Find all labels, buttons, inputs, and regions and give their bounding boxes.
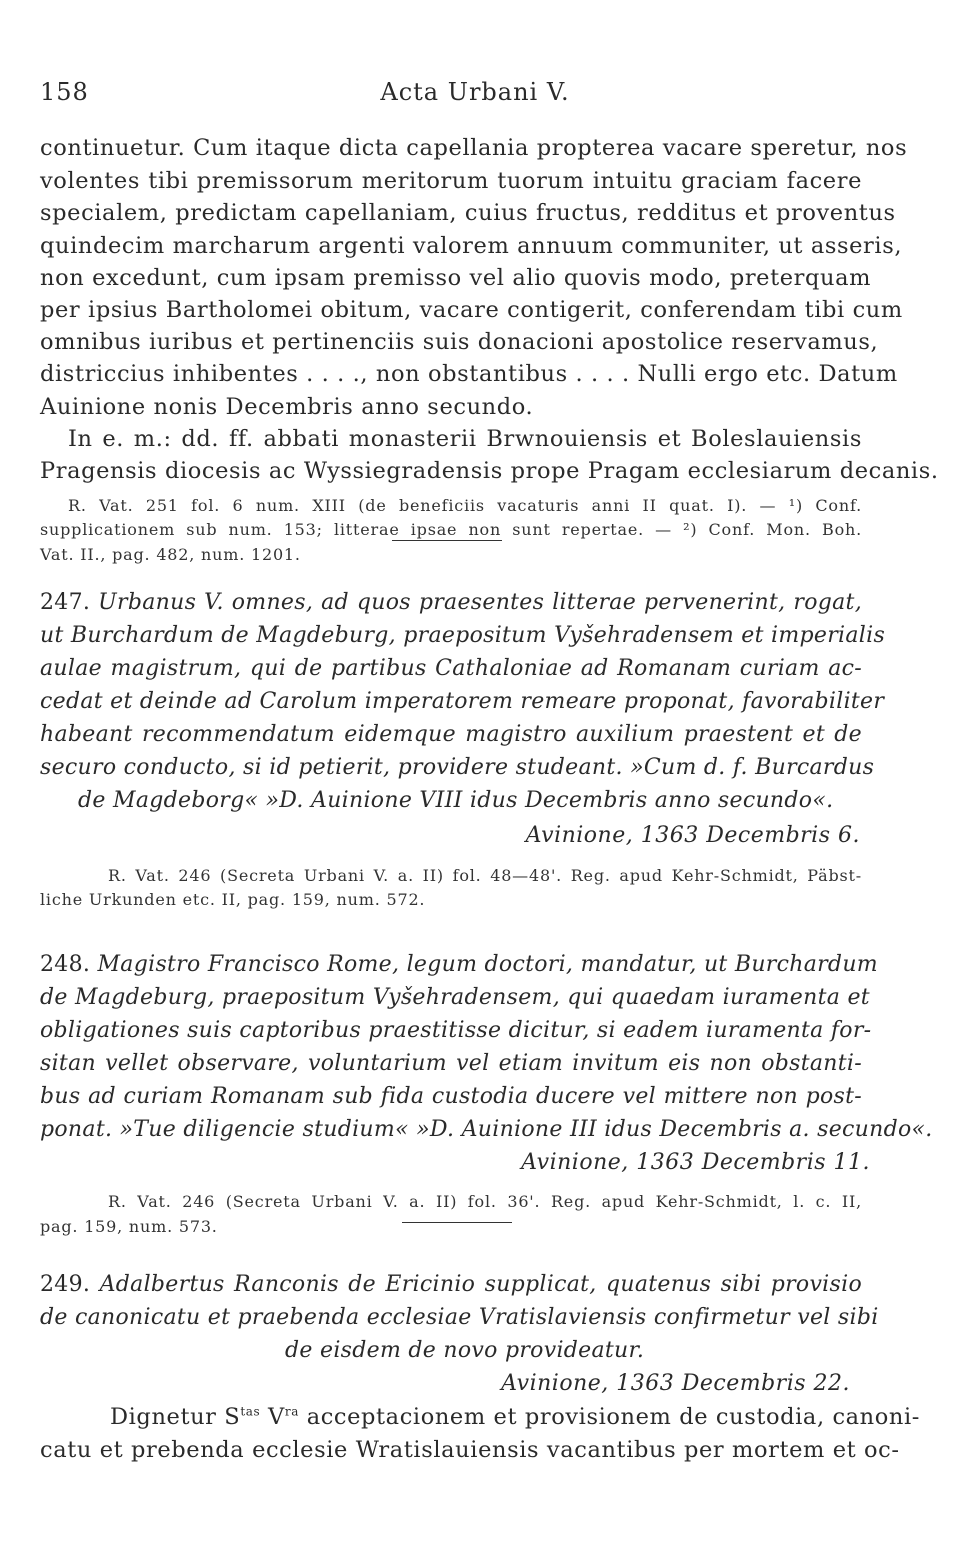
- footnote-line: pag. 159, num. 573.: [40, 1217, 218, 1236]
- regest-line: ponat. »Tue diligencie studium« »D. Auinione III idus Decembris a. secundo«.: [40, 1117, 933, 1142]
- regest-line: de eisdem de novo provideatur.: [285, 1338, 645, 1363]
- regest-line: [40, 952, 878, 977]
- text-segment: Dignetur S: [110, 1404, 241, 1430]
- date-value: 1363 Decembris 11.: [636, 1150, 870, 1175]
- footnote-line: supplicationem sub num. 153; litterae ipsae non sunt repertae. — ²) Conf. Mon. Boh.: [40, 520, 862, 539]
- text-line: Pragensis diocesis ac Wyssiegradensis prope Pragam ecclesiarum decanis.: [40, 458, 939, 484]
- date-line: [526, 823, 860, 848]
- text-line: omnibus iuribus et pertinenciis suis donacioni apostolice reservamus,: [40, 329, 879, 355]
- text-line: continuetur. Cum itaque dicta capellania propterea vacare speretur, nos: [40, 135, 908, 161]
- entry-number: 247.: [40, 590, 91, 615]
- running-head: Acta Urbani V.: [380, 78, 570, 106]
- footnote-line: liche Urkunden etc. II, pag. 159, num. 572.: [40, 890, 426, 909]
- regest-line: bus ad curiam Romanam sub fida custodia ducere vel mittere non post-: [40, 1084, 862, 1109]
- page-header: [40, 78, 910, 108]
- date-place: Avinione,: [525, 823, 634, 848]
- regest-line: sitan vellet observare, voluntarium vel etiam invitum eis non obstanti-: [40, 1051, 862, 1076]
- regest-line: securo conducto, si id petierit, providere studeant. »Cum d. f. Burcardus: [40, 755, 875, 780]
- separator-rule: [392, 540, 502, 541]
- text-segment: acceptacionem et provisionem de custodia, canoni-: [298, 1404, 920, 1430]
- text-line: quindecim marcharum argenti valorem annuum communiter, ut asseris,: [40, 233, 903, 259]
- footnote-line: Vat. II., pag. 482, num. 1201.: [40, 545, 301, 564]
- regest-line: cedat et deinde ad Carolum imperatorem remeare proponat, favorabiliter: [40, 689, 885, 714]
- date-line: [501, 1371, 850, 1396]
- regest-line: de Magdeburg, praepositum Vyšehradensem, qui quaedam iuramenta et: [40, 985, 870, 1010]
- text-line: districcius inhibentes . . . ., non obstantibus . . . . Nulli ergo etc. Datum: [40, 361, 898, 387]
- text-line: volentes tibi premissorum meritorum tuorum intuitu graciam facere: [40, 168, 862, 194]
- regest-line: de canonicatu et praebenda ecclesiae Vratislaviensis confirmetur vel sibi: [40, 1305, 879, 1330]
- regest-line: de Magdeborg« »D. Auinione VIII idus Decembris anno secundo«.: [78, 788, 834, 813]
- entry-number: 249.: [40, 1272, 91, 1297]
- regest-line: obligationes suis captoribus praestitisse dicitur, si eadem iuramenta for-: [40, 1018, 872, 1043]
- entry-number: 248.: [40, 952, 91, 977]
- text-line: Auinione nonis Decembris anno secundo.: [40, 394, 534, 420]
- superscript: tas: [240, 1404, 261, 1419]
- regest-text: Urbanus V. omnes, ad quos praesentes litterae pervenerint, rogat,: [90, 590, 862, 615]
- text-line: catu et prebenda ecclesie Wratislauiensis vacantibus per mortem et oc-: [40, 1437, 900, 1463]
- regest-text: Adalbertus Ranconis de Ericinio supplicat, quatenus sibi provisio: [90, 1272, 862, 1297]
- footnote-line: R. Vat. 246 (Secreta Urbani V. a. II) fol. 36'. Reg. apud Kehr-Schmidt, l. c. II,: [108, 1192, 862, 1211]
- regest-line: ut Burchardum de Magdeburg, praepositum Vyšehradensem et imperialis: [40, 623, 886, 648]
- footnote-line: R. Vat. 251 fol. 6 num. XIII (de beneficiis vacaturis anni II quat. I). — ¹) Conf.: [68, 496, 862, 515]
- separator-rule: [402, 1222, 512, 1223]
- superscript: ra: [284, 1404, 299, 1419]
- regest-line: [40, 590, 862, 615]
- date-place: Avinione,: [521, 1150, 629, 1175]
- footnote-line: R. Vat. 246 (Secreta Urbani V. a. II) fol. 48—48'. Reg. apud Kehr-Schmidt, Päbst-: [108, 866, 862, 885]
- regest-line: aulae magistrum, qui de partibus Cathaloniae ad Romanam curiam ac-: [40, 656, 862, 681]
- text-line: specialem, predictam capellaniam, cuius fructus, redditus et proventus: [40, 200, 896, 226]
- regest-text: Magistro Francisco Rome, legum doctori, mandatur, ut Burchardum: [90, 952, 878, 977]
- regest-line: [40, 1272, 862, 1297]
- text-line: per ipsius Bartholomei obitum, vacare contigerit, conferendam tibi cum: [40, 297, 903, 323]
- page-number: 158: [40, 78, 89, 106]
- date-line: [521, 1150, 870, 1175]
- date-value: 1363 Decembris 6.: [640, 823, 860, 848]
- text-segment: V: [260, 1404, 285, 1430]
- date-place: Avinione,: [501, 1371, 609, 1396]
- date-value: 1363 Decembris 22.: [616, 1371, 850, 1396]
- text-line: In e. m.: dd. ff. abbati monasterii Brwnouiensis et Boleslauiensis: [68, 426, 862, 452]
- regest-line: habeant recommendatum eidemque magistro auxilium praestent et de: [40, 722, 862, 747]
- text-line: [110, 1404, 920, 1430]
- text-line: non excedunt, cum ipsam premisso vel alio quovis modo, preterquam: [40, 265, 872, 291]
